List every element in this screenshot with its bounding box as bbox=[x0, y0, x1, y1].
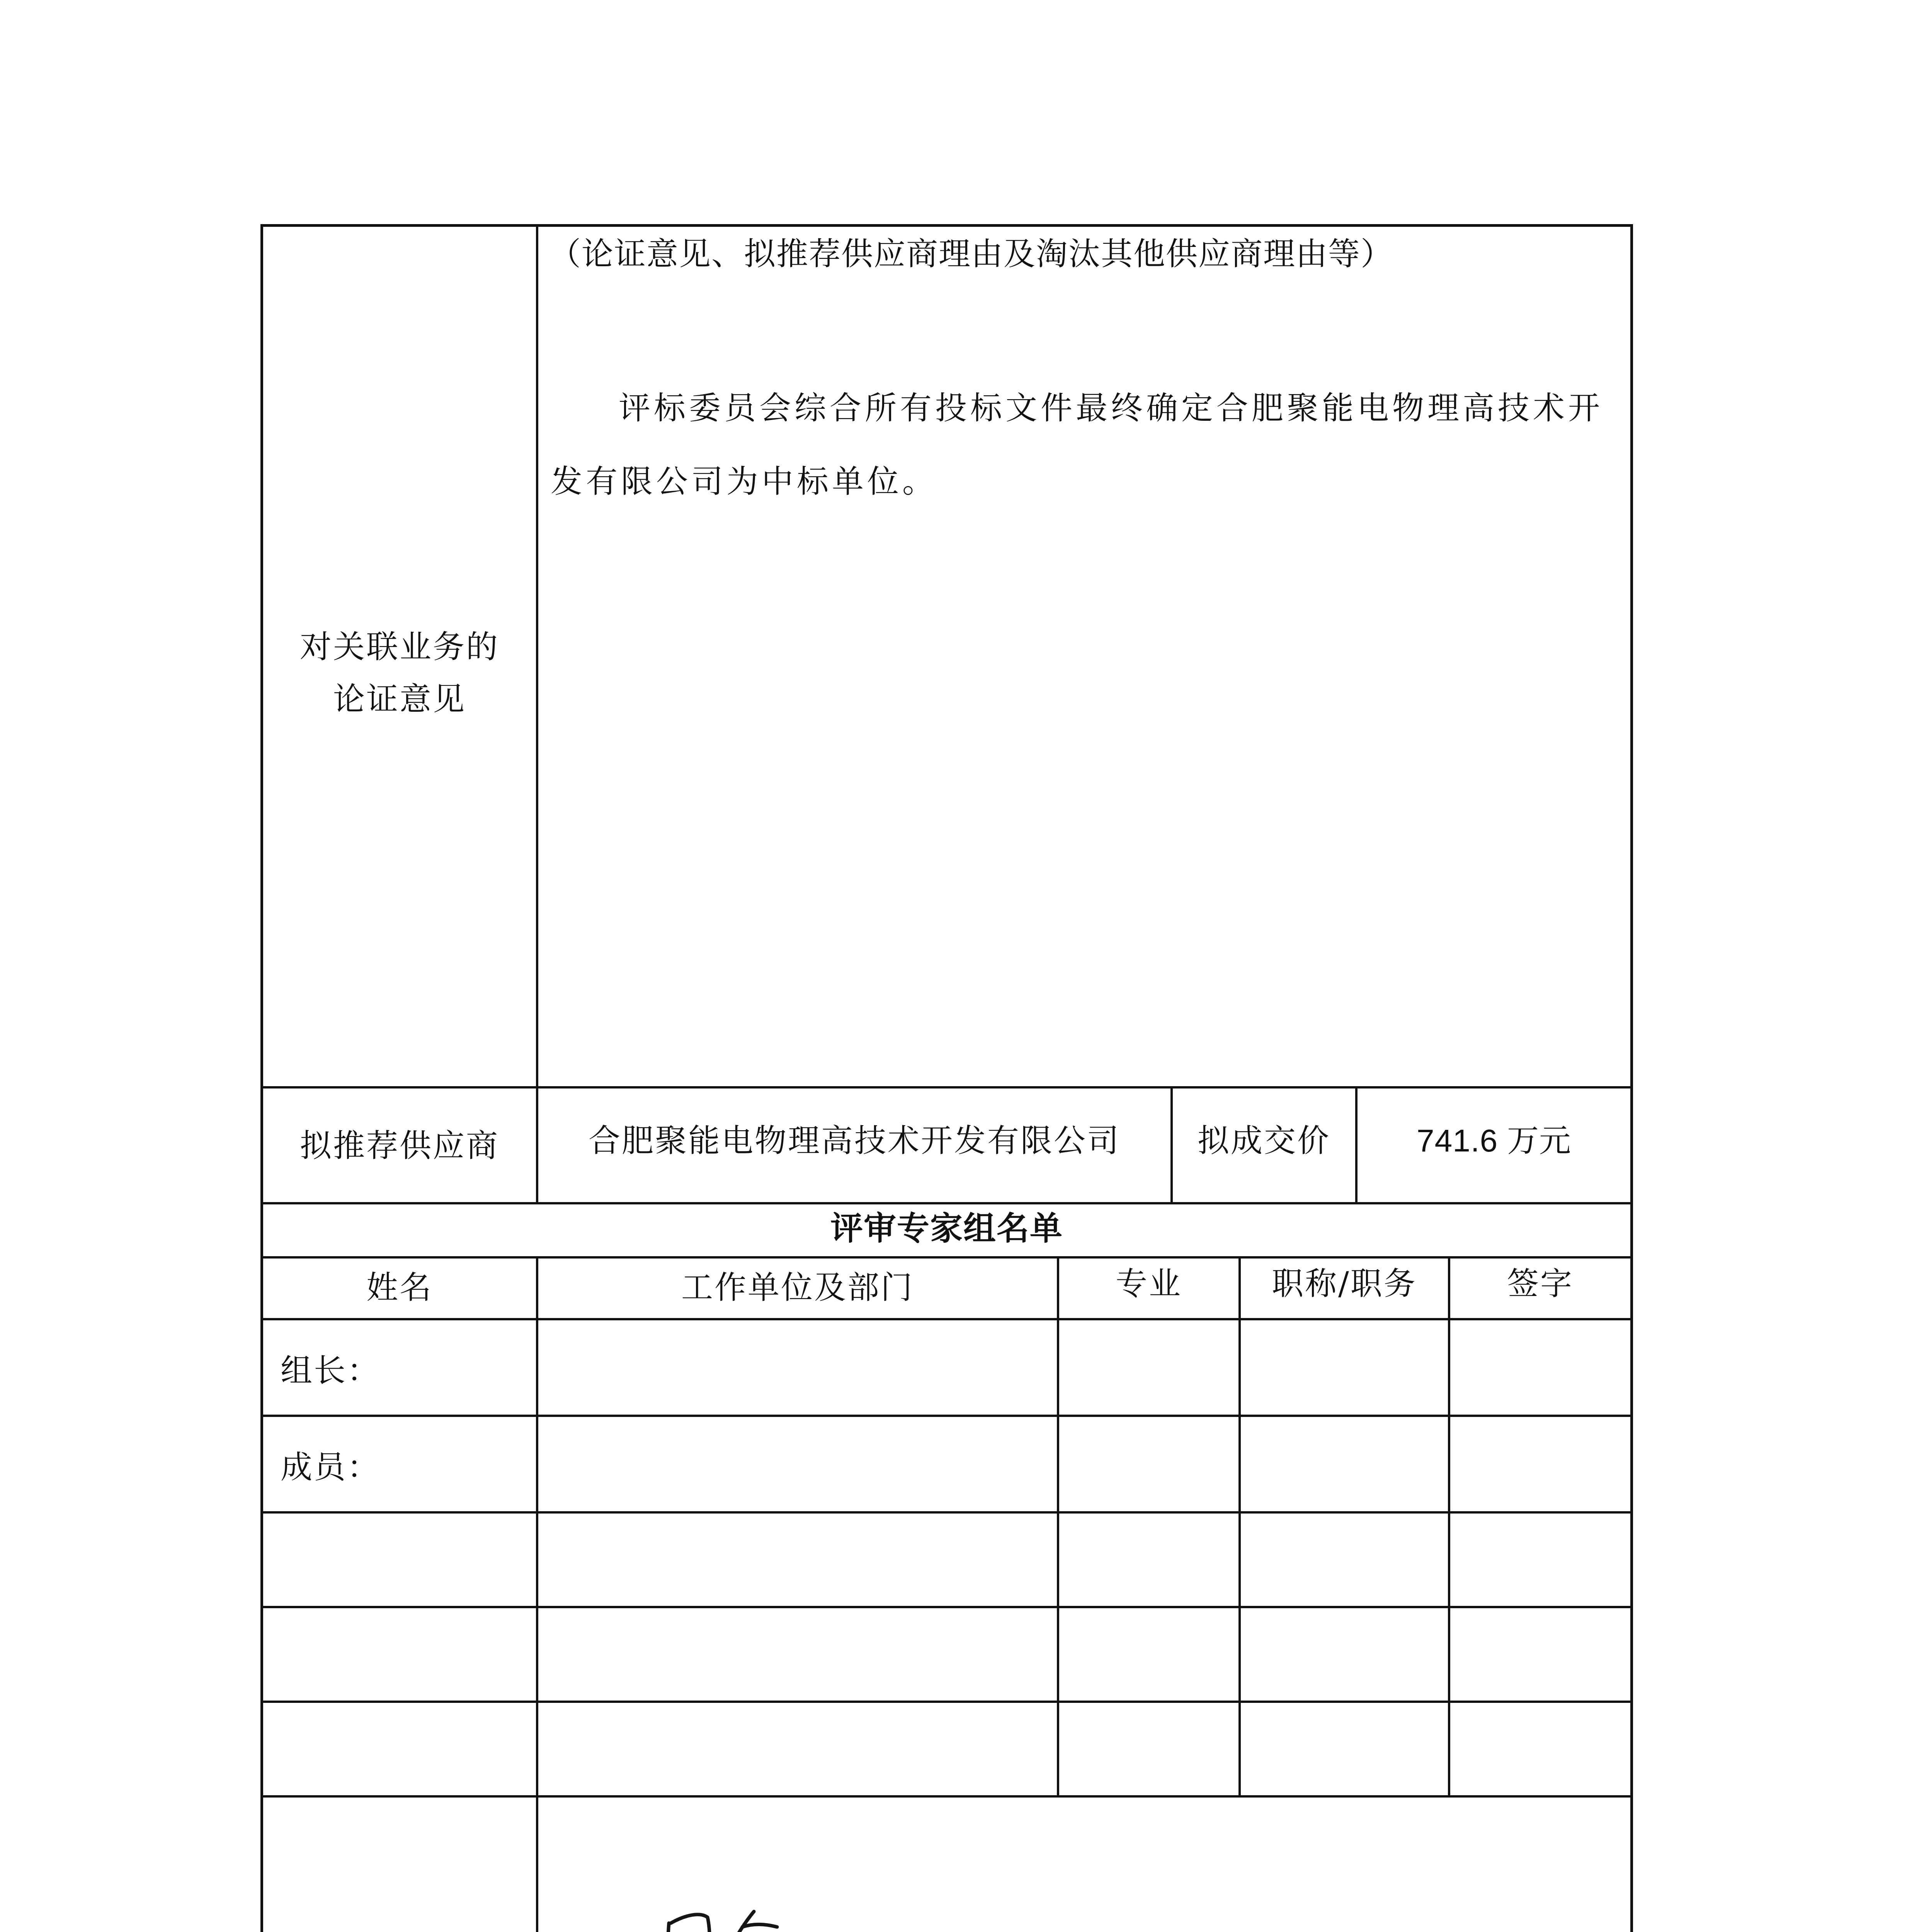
header-title-position: 职称/职务 bbox=[1272, 1265, 1417, 1302]
handwritten-approval-signature bbox=[661, 1900, 854, 1932]
row-member-label: 成员： bbox=[281, 1449, 381, 1486]
rule-after-headers bbox=[263, 1318, 1630, 1320]
rule-after-row-4 bbox=[263, 1701, 1630, 1703]
argument-hint: （论证意见、拟推荐供应商理由及淘汰其他供应商理由等） bbox=[549, 236, 1393, 272]
unit-column-rule bbox=[1057, 1256, 1059, 1795]
price-value: 741.6 万元 bbox=[1417, 1123, 1571, 1158]
header-name: 姓名 bbox=[366, 1269, 433, 1306]
header-work-unit: 工作单位及部门 bbox=[681, 1269, 914, 1306]
rule-after-row-2 bbox=[263, 1511, 1630, 1514]
argument-opinion: 评标委员会综合所有投标文件最终确定合肥聚能电物理高技术开发有限公司为中标单位。 bbox=[551, 390, 1604, 500]
expert-panel-title: 评审专家组名单 bbox=[830, 1209, 1063, 1247]
header-major: 专业 bbox=[1115, 1265, 1182, 1302]
rule-after-row-3 bbox=[263, 1606, 1630, 1608]
label-column-rule-top bbox=[536, 227, 538, 1202]
supplier-name: 合肥聚能电物理高技术开发有限公司 bbox=[588, 1122, 1120, 1159]
header-signature: 签字 bbox=[1507, 1265, 1574, 1302]
name-column-rule bbox=[536, 1256, 538, 1795]
rule-after-argument bbox=[263, 1086, 1630, 1088]
supplier-row-label: 拟推荐供应商 bbox=[299, 1128, 499, 1164]
major-column-rule bbox=[1238, 1256, 1241, 1795]
price-label: 拟成交价 bbox=[1197, 1122, 1330, 1159]
approval-form-table bbox=[260, 224, 1633, 1932]
argument-label: 对关联业务的 论证意见 bbox=[299, 629, 499, 718]
rule-after-panel-title bbox=[263, 1256, 1630, 1259]
rule-after-row-1 bbox=[263, 1415, 1630, 1417]
label-column-rule-bottom bbox=[536, 1795, 538, 1932]
row-leader-label: 组长： bbox=[281, 1352, 381, 1389]
title-column-rule bbox=[1448, 1256, 1450, 1795]
rule-after-row-5 bbox=[263, 1795, 1630, 1798]
rule-after-supplier bbox=[263, 1202, 1630, 1204]
